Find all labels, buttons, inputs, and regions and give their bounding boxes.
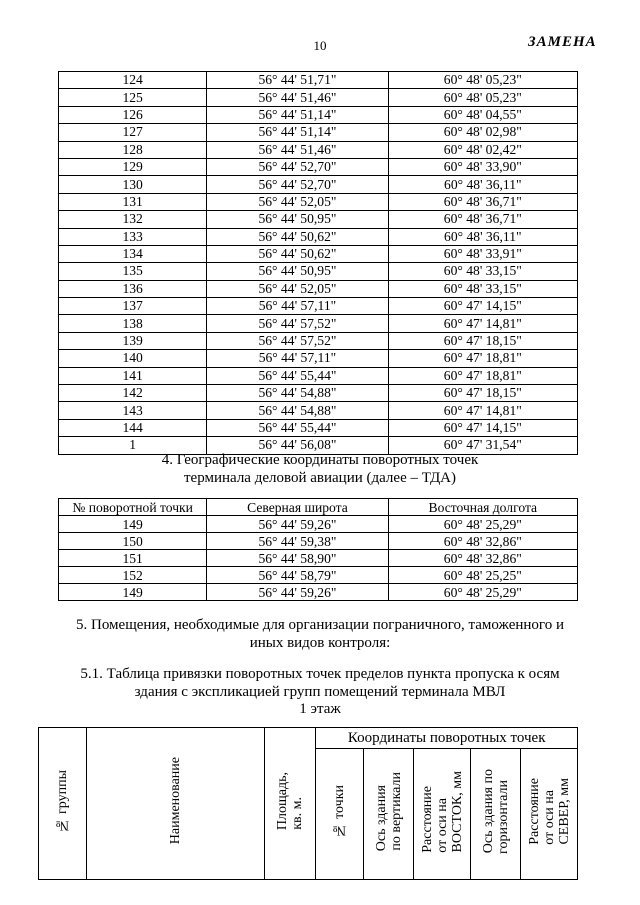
- col-distance-east: Расстояниеот оси наВОСТОК, мм: [414, 749, 471, 880]
- cell-east-longitude: 60° 48' 05,23": [388, 89, 577, 106]
- cell-point-number: 139: [59, 332, 207, 349]
- table-row: [59, 193, 578, 210]
- cell-north-latitude: 56° 44' 57,52": [207, 332, 388, 349]
- cell-point-number: 125: [59, 89, 207, 106]
- cell-point-number: 136: [59, 280, 207, 297]
- table-row: [59, 367, 578, 384]
- cell-north-latitude: 56° 44' 51,46": [207, 89, 388, 106]
- cell-north-latitude: 56° 44' 59,26": [207, 516, 388, 533]
- cell-north-latitude: 56° 44' 51,14": [207, 124, 388, 141]
- table-row: [59, 124, 578, 141]
- cell-point-number: 126: [59, 106, 207, 123]
- cell-north-latitude: 56° 44' 50,95": [207, 211, 388, 228]
- cell-north-latitude: 56° 44' 55,44": [207, 419, 388, 436]
- cell-east-longitude: 60° 48' 36,11": [388, 228, 577, 245]
- cell-east-longitude: 60° 47' 14,15": [388, 419, 577, 436]
- cell-east-longitude: 60° 48' 36,71": [388, 211, 577, 228]
- table-row: [59, 89, 578, 106]
- table-row: [59, 402, 578, 419]
- col-axis-vertical: Ось зданияпо вертикали: [364, 749, 414, 880]
- col-name: Наименование: [86, 728, 264, 880]
- table-row: [59, 245, 578, 262]
- table-row: [59, 158, 578, 175]
- cell-point-number: 142: [59, 385, 207, 402]
- cell-north-latitude: 56° 44' 57,52": [207, 315, 388, 332]
- section51-line2: здания с экспликацией групп помещений терминала МВЛ: [134, 684, 506, 700]
- cell-east-longitude: 60° 48' 02,98": [388, 124, 577, 141]
- cell-point-number: 137: [59, 298, 207, 315]
- header-point-number: № поворотной точки: [59, 499, 207, 516]
- section4-title-line2: терминала деловой авиации (далее – ТДА): [184, 470, 456, 486]
- table-row: [59, 385, 578, 402]
- table-row: [59, 584, 578, 601]
- col-group-number: № группы: [39, 728, 87, 880]
- table-row: [59, 211, 578, 228]
- table-row: [59, 332, 578, 349]
- table-row: [59, 550, 578, 567]
- table-row: [59, 533, 578, 550]
- cell-north-latitude: 56° 44' 57,11": [207, 298, 388, 315]
- cell-point-number: 138: [59, 315, 207, 332]
- table-row: [59, 315, 578, 332]
- cell-point-number: 129: [59, 158, 207, 175]
- cell-east-longitude: 60° 48' 33,91": [388, 245, 577, 262]
- cell-east-longitude: 60° 47' 18,15": [388, 385, 577, 402]
- cell-north-latitude: 56° 44' 51,14": [207, 106, 388, 123]
- table-row: [59, 106, 578, 123]
- cell-north-latitude: 56° 44' 54,88": [207, 385, 388, 402]
- cell-north-latitude: 56° 44' 50,62": [207, 228, 388, 245]
- cell-east-longitude: 60° 47' 14,81": [388, 315, 577, 332]
- cell-point-number: 124: [59, 72, 207, 89]
- cell-north-latitude: 56° 44' 51,46": [207, 141, 388, 158]
- cell-point-number: 151: [59, 550, 207, 567]
- cell-point-number: 135: [59, 263, 207, 280]
- col-axis-horizontal: Ось здания погоризонтали: [471, 749, 521, 880]
- cell-east-longitude: 60° 47' 31,54": [388, 437, 577, 454]
- cell-east-longitude: 60° 48' 04,55": [388, 106, 577, 123]
- coordinates-table-body: [59, 72, 578, 455]
- table-row: [59, 516, 578, 533]
- cell-north-latitude: 56° 44' 52,70": [207, 158, 388, 175]
- table-row: [59, 72, 578, 89]
- cell-east-longitude: 60° 48' 25,29": [388, 584, 577, 601]
- tda-table-body: [59, 516, 578, 601]
- col-distance-north: Расстояниеот оси наСЕВЕР, мм: [521, 749, 578, 880]
- cell-north-latitude: 56° 44' 52,70": [207, 176, 388, 193]
- cell-east-longitude: 60° 48' 33,15": [388, 280, 577, 297]
- table-row: [59, 280, 578, 297]
- cell-east-longitude: 60° 47' 14,81": [388, 402, 577, 419]
- cell-east-longitude: 60° 48' 25,29": [388, 516, 577, 533]
- cell-point-number: 127: [59, 124, 207, 141]
- cell-point-number: 131: [59, 193, 207, 210]
- cell-north-latitude: 56° 44' 54,88": [207, 402, 388, 419]
- cell-east-longitude: 60° 48' 36,71": [388, 193, 577, 210]
- cell-north-latitude: 56° 44' 52,05": [207, 193, 388, 210]
- cell-east-longitude: 60° 48' 02,42": [388, 141, 577, 158]
- table-row: [59, 176, 578, 193]
- header-east-longitude: Восточная долгота: [388, 499, 577, 516]
- cell-point-number: 1: [59, 437, 207, 454]
- cell-point-number: 141: [59, 367, 207, 384]
- table-row: [59, 263, 578, 280]
- cell-north-latitude: 56° 44' 50,62": [207, 245, 388, 262]
- cell-north-latitude: 56° 44' 51,71": [207, 72, 388, 89]
- table-row: [59, 350, 578, 367]
- cell-point-number: 150: [59, 533, 207, 550]
- section51-line1: 5.1. Таблица привязки поворотных точек пределов пункта пропуска к осям: [80, 666, 560, 682]
- coords-header: Координаты поворотных точек: [316, 728, 578, 749]
- table-row: [59, 228, 578, 245]
- cell-east-longitude: 60° 48' 33,15": [388, 263, 577, 280]
- floor-label: 1 этаж: [299, 701, 341, 717]
- coordinates-table-tda: [58, 498, 578, 601]
- cell-east-longitude: 60° 48' 33,90": [388, 158, 577, 175]
- page-number: 10: [313, 38, 327, 53]
- cell-point-number: 143: [59, 402, 207, 419]
- table-row: [59, 419, 578, 436]
- cell-east-longitude: 60° 48' 32,86": [388, 533, 577, 550]
- expl-table-header: [38, 727, 578, 880]
- cell-north-latitude: 56° 44' 55,44": [207, 367, 388, 384]
- cell-north-latitude: 56° 44' 58,90": [207, 550, 388, 567]
- cell-point-number: 128: [59, 141, 207, 158]
- cell-point-number: 132: [59, 211, 207, 228]
- cell-north-latitude: 56° 44' 59,38": [207, 533, 388, 550]
- cell-point-number: 134: [59, 245, 207, 262]
- section4-title-line1: 4. Географические координаты поворотных точек: [161, 452, 479, 468]
- cell-point-number: 140: [59, 350, 207, 367]
- cell-point-number: 144: [59, 419, 207, 436]
- cell-point-number: 133: [59, 228, 207, 245]
- table-row: [59, 567, 578, 584]
- table-row: [59, 141, 578, 158]
- cell-east-longitude: 60° 47' 18,15": [388, 332, 577, 349]
- col-area: Площадь,кв. м.: [264, 728, 316, 880]
- table-header-row: [59, 499, 578, 516]
- col-point-number: № точки: [316, 749, 364, 880]
- cell-point-number: 149: [59, 584, 207, 601]
- cell-north-latitude: 56° 44' 56,08": [207, 437, 388, 454]
- cell-east-longitude: 60° 47' 18,81": [388, 350, 577, 367]
- table-header-row: [39, 728, 578, 749]
- cell-north-latitude: 56° 44' 52,05": [207, 280, 388, 297]
- header-north-latitude: Северная широта: [207, 499, 388, 516]
- cell-east-longitude: 60° 48' 25,25": [388, 567, 577, 584]
- replacement-stamp: ЗАМЕНА: [528, 34, 597, 50]
- cell-point-number: 149: [59, 516, 207, 533]
- section5-line2: иных видов контроля:: [249, 635, 391, 651]
- cell-east-longitude: 60° 48' 05,23": [388, 72, 577, 89]
- coordinates-table-mvl: [58, 71, 578, 455]
- cell-east-longitude: 60° 48' 36,11": [388, 176, 577, 193]
- cell-east-longitude: 60° 47' 14,15": [388, 298, 577, 315]
- cell-point-number: 152: [59, 567, 207, 584]
- cell-point-number: 130: [59, 176, 207, 193]
- cell-east-longitude: 60° 48' 32,86": [388, 550, 577, 567]
- table-row: [59, 298, 578, 315]
- cell-north-latitude: 56° 44' 57,11": [207, 350, 388, 367]
- cell-north-latitude: 56° 44' 59,26": [207, 584, 388, 601]
- cell-north-latitude: 56° 44' 58,79": [207, 567, 388, 584]
- cell-east-longitude: 60° 47' 18,81": [388, 367, 577, 384]
- section5-line1: 5. Помещения, необходимые для организации пограничного, таможенного и: [76, 617, 564, 633]
- cell-north-latitude: 56° 44' 50,95": [207, 263, 388, 280]
